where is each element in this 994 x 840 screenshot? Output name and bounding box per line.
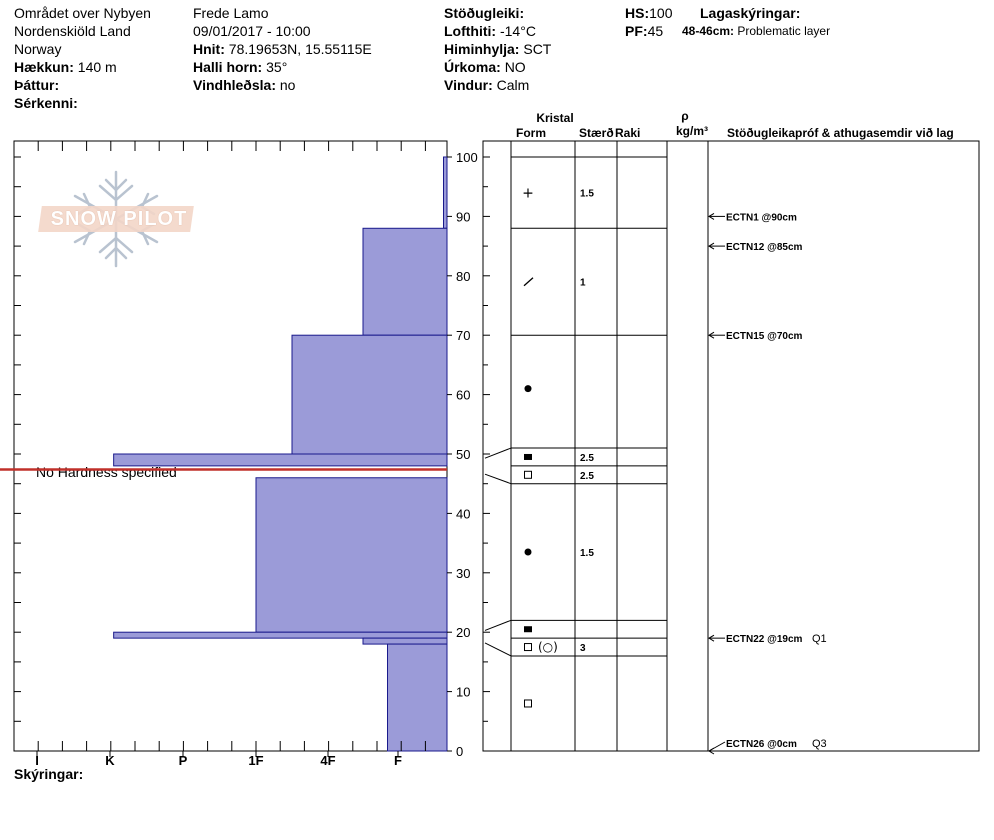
crystal-form-symbol (525, 471, 532, 478)
hardness-bar (388, 644, 448, 751)
test-quality: Q3 (812, 738, 827, 750)
wind-label: Vindur: (444, 77, 493, 93)
stability-label: Stöðugleiki: (444, 5, 525, 21)
hardness-bar (444, 157, 448, 228)
pf-label: PF: (625, 23, 648, 39)
elevation-label: Hækkun: (14, 59, 74, 75)
header-tests: Stöðugleikapróf & athugasemdir við lag (727, 126, 954, 140)
layer-connector (485, 474, 511, 484)
layer-notes-label: Lagaskýringar: (700, 5, 801, 21)
datetime: 09/01/2017 - 10:00 (193, 23, 311, 39)
crystal-size: 1 (580, 277, 586, 289)
header-crystal: Kristal (536, 111, 574, 125)
crystal-form-secondary: (○) (538, 640, 558, 655)
hs-value: 100 (649, 5, 673, 21)
elevation-value: 140 m (77, 59, 117, 75)
legend-label: Skýringar: (14, 766, 84, 782)
layer-note-text: Problematic layer (737, 24, 831, 38)
header-size: Stærð (579, 126, 614, 140)
crystal-size: 1.5 (580, 188, 594, 200)
header-moisture: Raki (615, 126, 641, 140)
x-tick-label: 1F (248, 753, 264, 768)
y-tick-label: 20 (456, 625, 471, 641)
air-temp-label: Lofthiti: (444, 23, 497, 39)
crystal-size: 2.5 (580, 470, 594, 482)
logo-text: SNOW PILOT (50, 208, 188, 230)
wind-load-label: Vindhleðsla: (193, 77, 276, 93)
attr2-label: Sérkenni: (14, 95, 78, 111)
hardness-bar (363, 228, 447, 335)
wind-load-value: no (279, 77, 296, 93)
test-label: ECTN1 @90cm (726, 212, 797, 224)
pf-value: 45 (647, 23, 664, 39)
precip-label: Úrkoma: (444, 59, 501, 75)
attr1-label: Þáttur: (14, 77, 60, 93)
layer-connector (485, 620, 511, 630)
test-label: ECTN12 @85cm (726, 242, 803, 254)
location-line-3: Norway (14, 41, 62, 57)
hs-label: HS: (625, 5, 650, 21)
crystal-size: 3 (580, 643, 586, 655)
y-tick-label: 90 (456, 209, 471, 225)
location-line-1: Området over Nybyen (14, 5, 151, 21)
air-temp-value: -14°C (499, 23, 536, 39)
precip-value: NO (504, 59, 526, 75)
slope-value: 35° (266, 59, 288, 75)
layer-connector (485, 448, 511, 458)
crystal-table (483, 109, 979, 751)
y-tick-label: 40 (456, 506, 471, 522)
crystal-form-symbol (524, 454, 532, 460)
hardness-bar (292, 335, 447, 454)
layer-note-range: 48-46cm: (682, 24, 735, 38)
crystal-form-symbol: + (522, 185, 534, 202)
crystal-size: 2.5 (580, 452, 594, 464)
x-tick-label: 4F (320, 753, 336, 768)
x-tick-label: F (394, 753, 402, 768)
crystal-size: 1.5 (580, 548, 594, 560)
test-quality: Q1 (812, 633, 827, 646)
y-tick-label: 70 (456, 328, 471, 344)
crystal-form-symbol (525, 644, 532, 651)
header-form: Form (516, 126, 546, 140)
crystal-form-symbol (525, 700, 532, 707)
wind-value: Calm (496, 77, 530, 93)
x-tick-label: I (35, 753, 39, 768)
x-tick-label: K (105, 753, 115, 768)
y-tick-label: 80 (456, 268, 471, 284)
table-frame (483, 141, 979, 751)
crystal-form-symbol (524, 626, 532, 632)
y-tick-label: 100 (456, 150, 478, 165)
hardness-bar (114, 632, 447, 638)
crystal-form-symbol (525, 549, 532, 556)
slope-label: Halli horn: (193, 59, 263, 75)
sky-value: SCT (523, 41, 552, 57)
test-label: ECTN26 @0cm (726, 739, 797, 750)
no-hardness-label: No Hardness specified (36, 463, 177, 480)
y-tick-label: 60 (456, 387, 471, 403)
y-tick-label: 10 (456, 684, 471, 700)
test-label: ECTN22 @19cm (726, 634, 803, 646)
crystal-form-symbol (525, 385, 532, 392)
sky-label: Himinhylja: (444, 41, 520, 57)
header-density-unit: kg/m³ (675, 124, 709, 138)
x-tick-label: P (178, 753, 188, 768)
coords-value: 78.19653N, 15.55115E (228, 41, 372, 57)
stability-tests (709, 212, 827, 754)
layer-connector (485, 643, 511, 656)
hardness-bar (256, 478, 447, 632)
header-rho: ρ (681, 109, 689, 123)
test-label: ECTN15 @70cm (726, 331, 803, 343)
hardness-bar (363, 638, 447, 644)
y-tick-label: 50 (456, 447, 471, 462)
observer: Frede Lamo (193, 5, 269, 21)
depth-axis (447, 150, 490, 759)
crystal-form-symbol (524, 278, 533, 286)
hardness-plot (0, 141, 447, 768)
y-tick-label: 30 (456, 565, 471, 581)
coords-label: Hnit: (193, 41, 225, 57)
y-tick-label: 0 (456, 744, 464, 759)
location-line-2: Nordenskiöld Land (14, 23, 131, 39)
